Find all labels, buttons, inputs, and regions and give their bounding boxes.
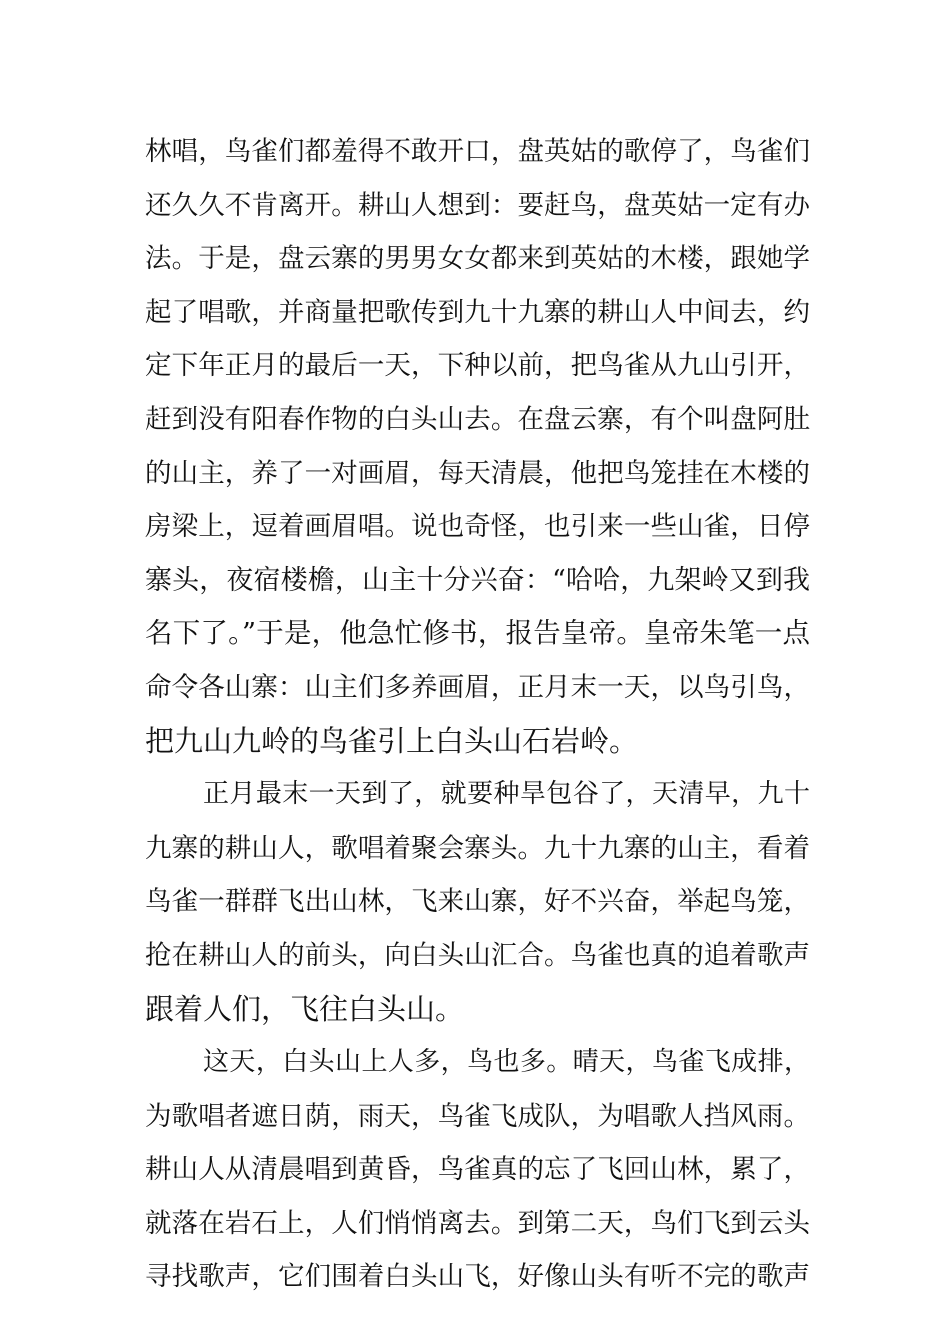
- text-line: 的山主，养了一对画眉，每天清晨，他把鸟笼挂在木楼的: [145, 457, 810, 489]
- text-line: 起了唱歌，并商量把歌传到九十九寨的耕山人中间去，约: [145, 296, 810, 328]
- text-line: 寻找歌声，它们围着白头山飞，好像山头有听不完的歌声: [145, 1261, 810, 1293]
- text-line: 耕山人从清晨唱到黄昏，鸟雀真的忘了飞回山林，累了，: [145, 1154, 810, 1186]
- text-line: 这天，白头山上人多，鸟也多。晴天，鸟雀飞成排，: [203, 1047, 810, 1078]
- text-line: 房梁上，逗着画眉唱。说也奇怪，也引来一些山雀，日停: [145, 511, 810, 543]
- text-line: 命令各山寨：山主们多养画眉，正月末一天，以鸟引鸟，: [145, 671, 810, 703]
- text-line: 把九山九岭的鸟雀引上白头山石岩岭。: [145, 723, 639, 758]
- text-line: 还久久不肯离开。耕山人想到：要赶鸟，盘英姑一定有办: [145, 189, 810, 221]
- text-line: 寨头，夜宿楼檐，山主十分兴奋：“哈哈，九架岭又到我: [145, 564, 810, 596]
- text-line: 正月最末一天到了，就要种旱包谷了，天清早，九十: [203, 779, 810, 810]
- body-text: [145, 125, 810, 1304]
- text-line: 就落在岩石上，人们悄悄离去。到第二天，鸟们飞到云头: [145, 1207, 810, 1239]
- text-line: 定下年正月的最后一天，下种以前，把鸟雀从九山引开，: [145, 350, 810, 382]
- text-line: 为歌唱者遮日荫，雨天，鸟雀飞成队，为唱歌人挡风雨。: [145, 1100, 810, 1132]
- text-line: 鸟雀一群群飞出山林，飞来山寨，好不兴奋，举起鸟笼，: [145, 886, 810, 918]
- text-line: 赶到没有阳春作物的白头山去。在盘云寨，有个叫盘阿肚: [145, 403, 810, 435]
- text-line: 法。于是，盘云寨的男男女女都来到英姑的木楼，跟她学: [145, 243, 810, 275]
- text-line: 名下了。”于是，他急忙修书，报告皇帝。皇帝朱笔一点: [145, 617, 810, 650]
- text-line: 林唱，鸟雀们都羞得不敢开口，盘英姑的歌停了，鸟雀们: [145, 136, 810, 167]
- text-line: 抢在耕山人的前头，向白头山汇合。鸟雀也真的追着歌声: [145, 939, 810, 971]
- text-line: 九寨的耕山人，歌唱着聚会寨头。九十九寨的山主，看着: [145, 832, 810, 864]
- text-line: 跟着人们，飞往白头山。: [145, 991, 465, 1026]
